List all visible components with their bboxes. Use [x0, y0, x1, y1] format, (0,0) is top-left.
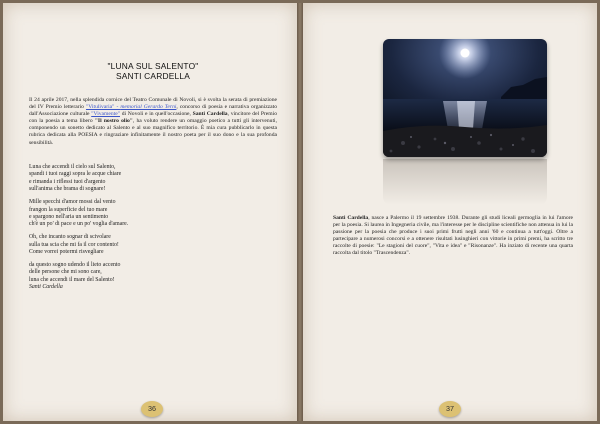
- intro-text-5: , ha voluto rendere un omaggio poetico a tutti gli intervenuti, componendo un sonetto dedicato al Salento e al suo magnifico territorio. È mia cura pubblicarlo in questa rubrica dedicata alla POESIA e ringraziare infinitamente il nostro poeta per il suo dono e la sua profonda sensibilità.: [29, 118, 277, 146]
- left-page: [3, 3, 297, 421]
- magazine-spread: [3, 3, 597, 421]
- author-name-bold: Santi Cardella: [192, 111, 228, 118]
- poem-line: Come vorrei potermi risvegliare: [29, 249, 104, 256]
- author-bio: [333, 215, 573, 258]
- photo-image: [383, 39, 547, 157]
- poem-line: delle persone che mi sono care,: [29, 269, 102, 276]
- intro-text-1: Il 24 aprile 2017, nella splendida cornice del Teatro Comunale di Novoli, si è svolta la serata di premiazione del IV Premio letterario: [29, 97, 277, 111]
- poem-signature: Santi Cardella: [29, 284, 63, 291]
- right-page: [303, 3, 597, 421]
- title-line-1: "LUNA SUL SALENTO": [107, 61, 199, 71]
- poem-line: Luna che accendi il cielo sul Salento,: [29, 164, 116, 170]
- poem-line: sull'anima che brama di sognare!: [29, 186, 106, 193]
- stanza-4: [29, 262, 277, 292]
- moon-over-sea-photo: [383, 39, 547, 157]
- poem-line: e rimanda i riflessi tuoi d'argento: [29, 178, 106, 185]
- poem-line: luna che accendi il mare del Salento!: [29, 276, 115, 283]
- poem-line: spandi i tuoi raggi sopra le acque chiare: [29, 171, 122, 178]
- poem-line: e spargono nell'aria un sentimento: [29, 213, 109, 220]
- poem-line: frangon la superficie del tuo mare: [29, 206, 108, 213]
- stanza-2: [29, 199, 277, 229]
- title-line-2: SANTI CARDELLA: [115, 71, 190, 81]
- poem-line: Oh, che incanto sognar di scivolare: [29, 234, 111, 241]
- stanza-1: [29, 164, 277, 194]
- vitulivaria-link[interactable]: [86, 104, 176, 110]
- intro-text-3: di Novoli e in quell'occasione,: [120, 111, 193, 118]
- poem: [29, 164, 277, 297]
- intro-text-2: , concorso di poesia e narrativa organizzato dall'Associazione culturale: [29, 104, 277, 118]
- article-title: [43, 61, 263, 81]
- poem-line: da questo sogno udendo il lieto accento: [29, 261, 121, 268]
- bio-name-bold: Santi Cardella: [333, 215, 369, 221]
- page-number: 36: [141, 401, 163, 417]
- page-number: 37: [439, 401, 461, 417]
- intro-paragraph: [29, 97, 277, 147]
- intro-text-4: , vincitore del Premio con la poesia a tema libero: [29, 111, 277, 125]
- bio-text: , nasce a Palermo il 19 settembre 1938. Durante gli studi liceali germoglia in lui l'amore per la poesia. Si laurea in Ingegneria civile, ma l'interesse per le discipline scientifiche non attenua in lui la passione per la poesia che produce i suoi primi frutti negli anni '60 e continua a tutt'oggi. Oltre a partecipare a numerosi concorsi e a ottenere risultati lusinghieri con vittorie in primi premi, ha scritto tre raccolte di poesie: "Le stagioni del cuore", "Vita e idea" e "Risonanze". Ha inziato di recente una quarta raccolta dal titolo "Trascendenza".: [333, 215, 574, 257]
- poem-line: sulla tua scia che mi fa il cor contento!: [29, 241, 119, 248]
- poem-line: ch'è un po' di pace e un po' voglia d'amare.: [29, 221, 129, 228]
- poem-title-bold: "Il nostro olio": [94, 118, 133, 125]
- poem-line: Mille specchi d'amor mossi dal vento: [29, 199, 116, 206]
- vitulivaria-link-text: "Vitulivaria" -: [85, 104, 121, 111]
- vivamente-link[interactable]: "Vivamente": [91, 111, 120, 118]
- photo-reflection: [383, 159, 547, 205]
- vitulivaria-link-italic: memorial Gerardo Terni: [120, 104, 177, 111]
- stanza-3: [29, 234, 277, 256]
